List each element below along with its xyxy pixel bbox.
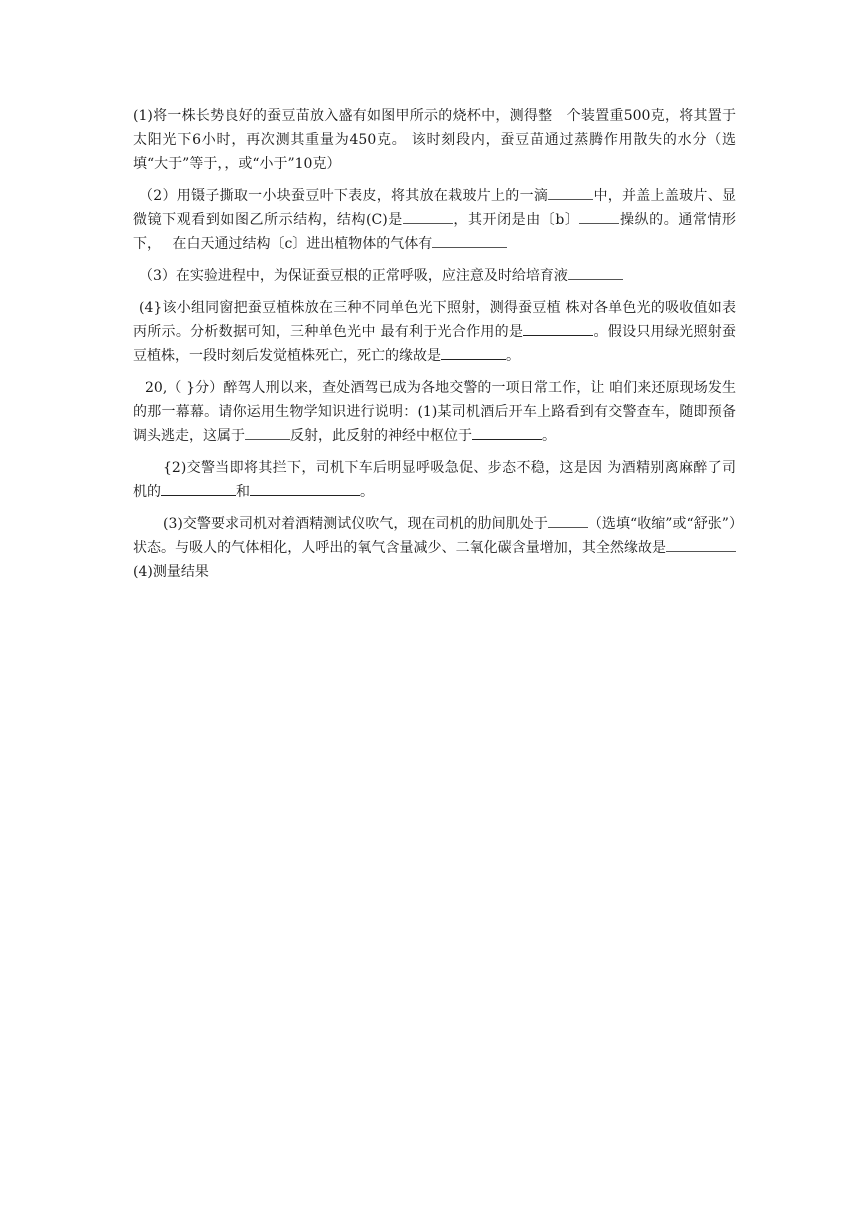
question-2-text-b: 中，并盖上盖玻片、显微镜下观看到如图乙所示结构，结构(C)是	[133, 188, 737, 228]
question-20-3-text-b: （选填“收缩”或“舒张”）状态。与吸人的气体相化，人呼出的氧气含量减少、二氧化碳含量增加，其全然缘故是	[133, 516, 736, 556]
question-20-3-paragraph	[133, 512, 736, 584]
question-20-paragraph	[133, 376, 736, 448]
question-2-text-c: ，其开闭是由〔b〕	[452, 212, 580, 228]
answer-blank[interactable]	[250, 481, 360, 496]
question-4-text-b: 。假设只用绿光照射蚕豆植株，一段时刻后发觉植株死亡，死亡的缘故是	[133, 324, 737, 364]
question-20-2-text-b: 和	[236, 484, 250, 500]
question-1-text: (1)将一株长势良好的蚕豆苗放入盛有如图甲所示的烧杯中，测得整 个装置重500克，将其置于太阳光下6小时，再次测其重量为450克。 该时刻段内，蚕豆苗通过蒸腾作用散失的水分（选填“大于”等于，，或“小于”10克）	[133, 108, 736, 172]
question-20-text-a: 20,（ }分）醉驾人刑以来，查处酒驾已成为各地交警的一项日常工作，让 咱们来还原现场发生的那一幕幕。请你运用生物学知识进行说明：(1)某司机酒后开车上路看到有交警查车，随即预备调头逃走，这属于	[133, 380, 736, 444]
question-content	[133, 104, 736, 592]
question-20-2-paragraph	[133, 456, 736, 504]
question-20-2-text-c: 。	[360, 484, 374, 500]
question-20-3-text-c: (4)测量结果	[133, 564, 209, 580]
answer-blank[interactable]	[523, 321, 593, 336]
question-2-paragraph	[133, 184, 736, 256]
question-20-text-b: 反射，此反射的神经中枢位于	[290, 428, 472, 444]
question-3-paragraph	[133, 264, 736, 288]
answer-blank[interactable]	[666, 537, 736, 552]
question-2-text-d: 操纵的。通常情形下， 在白天通过结构〔c〕进出植物体的气体有	[133, 212, 737, 252]
answer-blank[interactable]	[472, 425, 542, 440]
answer-blank[interactable]	[403, 209, 453, 224]
answer-blank[interactable]	[432, 233, 507, 248]
question-4-paragraph	[133, 296, 736, 368]
question-3-text: （3）在实验进程中，为保证蚕豆根的正常呼吸，应注意及时给培育液	[139, 268, 568, 284]
question-1-paragraph	[133, 104, 736, 176]
question-20-2-text-a: {2)交警当即将其拦下，司机下车后明显呼吸急促、步态不稳，这是因 为酒精别离麻醉了司机的	[133, 460, 736, 500]
question-4-text-a: (4}该小组同窗把蚕豆植株放在三种不同单色光下照射，测得蚕豆植 株对各单色光的吸收值如表丙所示。分析数据可知，三种单色光中 最有利于光合作用的是	[133, 300, 736, 340]
answer-blank[interactable]	[548, 185, 593, 200]
question-20-3-text-a: (3)交警要求司机对着酒精测试仪吹气，现在司机的肋间肌处于	[163, 516, 548, 532]
answer-blank[interactable]	[548, 513, 588, 528]
answer-blank[interactable]	[245, 425, 290, 440]
question-2-text-a: （2）用镊子撕取一小块蚕豆叶下表皮，将其放在栽玻片上的一滴	[139, 188, 549, 204]
question-20-text-c: 。	[542, 428, 556, 444]
answer-blank[interactable]	[579, 209, 619, 224]
answer-blank[interactable]	[161, 481, 236, 496]
answer-blank[interactable]	[441, 345, 506, 360]
question-4-text-c: 。	[506, 348, 520, 364]
answer-blank[interactable]	[568, 265, 623, 280]
